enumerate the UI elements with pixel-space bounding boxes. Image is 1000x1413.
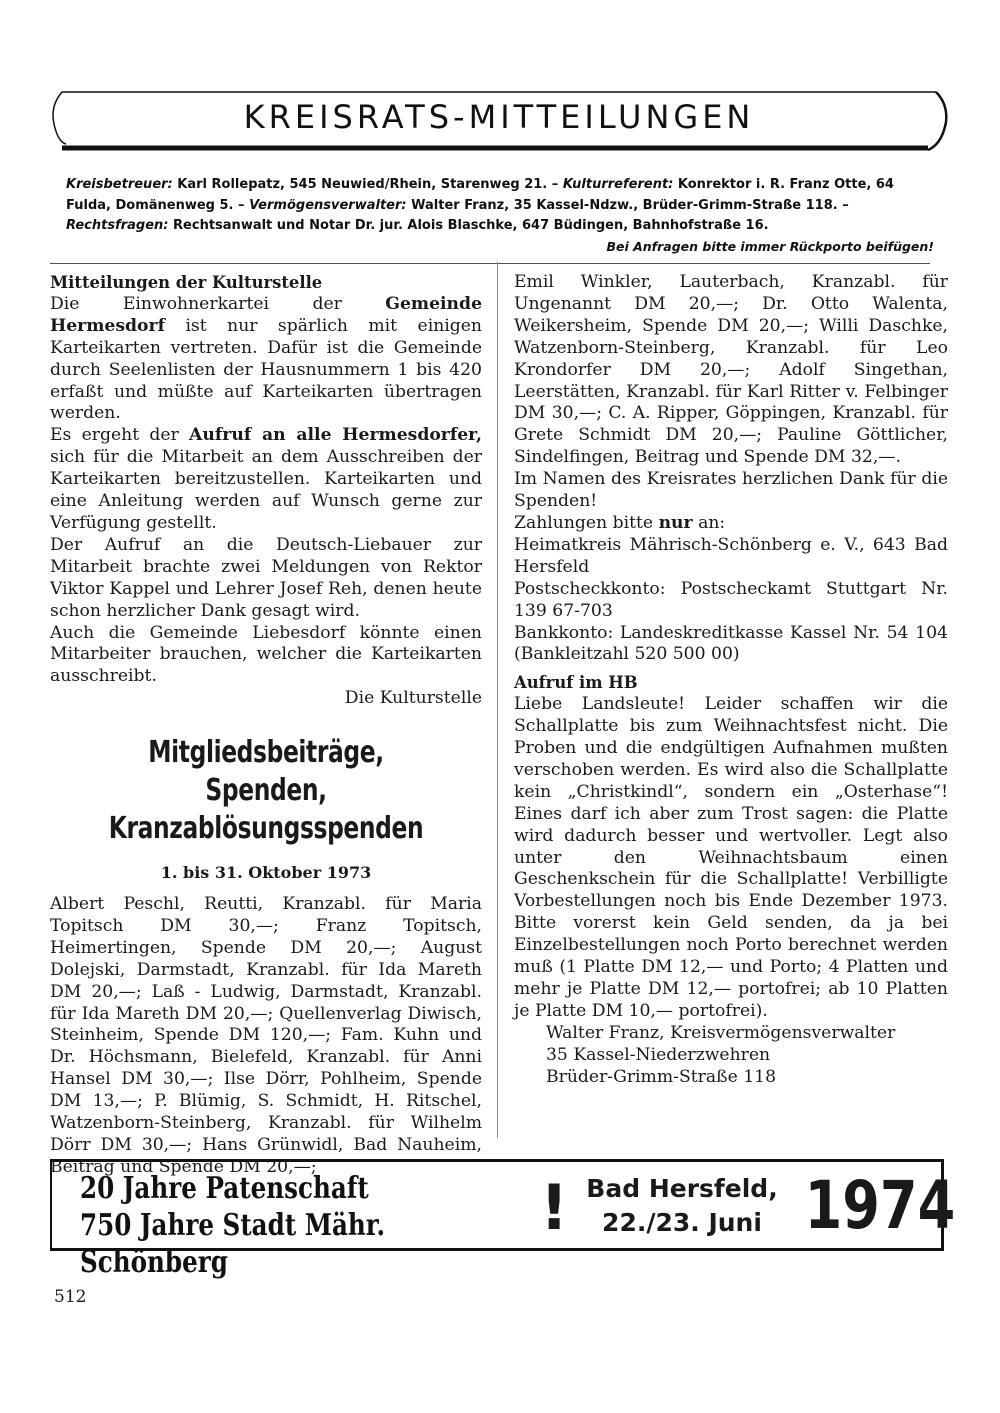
paragraph-aufruf [50, 425, 482, 535]
kulturstelle-heading: Mitteilungen der Kulturstelle [50, 273, 323, 292]
column-divider [497, 262, 498, 1138]
label-kultur: Kulturreferent: [562, 177, 674, 192]
rueckporto-note: Bei Anfragen bitte immer Rückporto beifügen! [606, 238, 934, 254]
p2-b: Aufruf an alle Hermesdorfer, [189, 425, 482, 446]
label-verm: Vermögensverwalter: [249, 197, 407, 213]
kultur-text: Konrektor i. R. Franz Otte, 64 Fulda, Domänenweg 5. – [66, 177, 894, 213]
paragraph-deutsch-liebau: Der Aufruf an die Deutsch-Liebauer zur Mitarbeit brachte zwei Meldungen von Rektor Viktor Kappel und Lehrer Josef Reh, denen heute schon herzlicher Dank gesagt wird. [50, 534, 482, 621]
kulturstelle-signature: Die Kulturstelle [344, 688, 482, 709]
rule-left [50, 263, 930, 264]
header-banner [48, 88, 950, 154]
banner-place: Bad Hersfeld, [586, 1174, 778, 1203]
bank-account: Bankkonto: Landeskreditkasse Kassel Nr. 54 104 (Bankleitzahl 520 500 00) [514, 622, 948, 665]
paragraph-hermesdorf [50, 294, 482, 425]
payment-address: Heimatkreis Mährisch-Schönberg e. V., 643 Bad Hersfeld [514, 534, 948, 577]
banner-place-date [582, 1172, 782, 1240]
p2-c: sich für die Mitarbeit an dem Ausschreiben der Karteikarten bereitzustellen. Karteikarten und eine Anleitung werden auf Wunsch gerne zur Verfügung gestellt. [50, 447, 482, 533]
p2-a: Es ergeht der [50, 425, 179, 446]
signature-city: 35 Kassel-Niederzwehren [546, 1044, 771, 1065]
label-betreuer: Kreisbetreuer: [66, 177, 173, 192]
thanks-text: Im Namen des Kreisrates herzlichen Dank für die Spenden! [514, 469, 948, 512]
banner-exclamation: ! [540, 1171, 569, 1244]
hb-text: Liebe Landsleute! Leider schaffen wir die Schallplatte bis zum Weihnachtsfest nicht. Die Proben und die endgültigen Aufnahmen mußten verschoben werden. Es wird also die Schallplatte kein „Christkindl“, sondern ein „Osterhase“! Eines darf ich aber zum Trost sagen: die Platte wird dadurch besser und wertvoller. Legt also unter den Weihnachtsbaum einen Geschenkschein für die Schallplatte! Verbilligte Vorbestellungen noch bis Ende Dezember 1973. Bitte vorerst kein Geld senden, da ja bei Einzelbestellungen noch Porto berechnet werden muß (1 Platte DM 12,— und Porto; 4 Platten und mehr je Platte DM 12,— portofrei; ab 10 Platten je Platte DM 10,— portofrei). [514, 694, 948, 1021]
signature-street: Brüder-Grimm-Straße 118 [546, 1066, 777, 1087]
contact-info [66, 175, 934, 257]
anniversary-banner [50, 1159, 956, 1280]
banner-dates: 22./23. Juni [602, 1208, 762, 1237]
donations-list-continued: Emil Winkler, Lauterbach, Kranzabl. für Ungenannt DM 20,—; Dr. Otto Walenta, Weikersheim, Spende DM 20,—; Willi Daschke, Watzenborn-Steinberg, Kranzabl. für Leo Krondorfer DM 20,—; Adolf Singethan, Leerstätten, Kranzabl. für Karl Ritter v. Felbinger DM 30,—; C. A. Ripper, Göppingen, Kranzabl. für Grete Schmidt DM 20,—; Pauline Göttlicher, Sindelfingen, Beitrag und Spende DM 32,—. [514, 272, 948, 468]
banner-line2: 750 Jahre Stadt Mähr. Schönberg [80, 1208, 386, 1280]
recht-text: Rechtsanwalt und Notar Dr. jur. Alois Blaschke, 647 Büdingen, Bahnhofstraße 16. [173, 218, 769, 233]
betreuer-text: Karl Rollepatz, 545 Neuwied/Rhein, Starenweg 21. – [177, 177, 559, 192]
label-recht: Rechtsfragen: [66, 218, 169, 233]
verm-text: Walter Franz, 35 Kassel-Ndzw., Brüder-Grimm-Straße 118. – [411, 197, 849, 213]
p1-b: Gemeinde Hermesdorf [50, 293, 483, 336]
donations-title [98, 734, 435, 848]
banner-line1: 20 Jahre Patenschaft [80, 1171, 369, 1206]
payment-instruction [514, 513, 948, 535]
right-column [514, 272, 948, 1089]
donations-list: Albert Peschl, Reutti, Kranzabl. für Maria Topitsch DM 30,—; Franz Topitsch, Heimertingen, Spende DM 20,—; August Dolejski, Darmstadt, Kranzabl. für Ida Mareth DM 20,—; Laß - Ludwig, Darmstadt, Kranzabl. für Ida Mareth DM 20,—; Quellenverlag Diwisch, Steinheim, Spende DM 120,—; Fam. Kuhn und Dr. Höchsmann, Bielefeld, Kranzabl. für Anni Hansel DM 30,—; Ilse Dörr, Pohlheim, Spende DM 13,—; P. Blümig, S. Schmidt, H. Ritschel, Watzenborn-Steinberg, Kranzabl. für Wilhelm Dörr DM 30,—; Hans Grünwidl, Bad Nauheim, Beitrag und Spende DM 20,—; [50, 894, 482, 1177]
postscheck-account: Postscheckkonto: Postscheckamt Stuttgart Nr. 139 67-703 [514, 578, 948, 621]
header-title: KREISRATS-MITTEILUNGEN [243, 98, 755, 136]
donations-title-line1: Mitgliedsbeiträge, Spenden, [148, 735, 384, 809]
pay-a: Zahlungen bitte [514, 512, 654, 533]
p1-a: Die Einwohnerkartei der [50, 293, 342, 314]
page-number: 512 [54, 1287, 87, 1307]
p1-c: ist nur spärlich mit einigen Karteikarten vertreten. Dafür ist die Gemeinde durch Seelenlisten der Hausnummern 1 bis 420 erfaßt und müßte auf Karteikarten übertragen werden. [50, 315, 483, 424]
signature-name: Walter Franz, Kreisvermögensverwalter [546, 1022, 896, 1043]
pay-b: nur [658, 512, 693, 533]
pay-c: an: [698, 512, 726, 533]
donations-date-range: 1. bis 31. Oktober 1973 [160, 863, 372, 883]
banner-left-text [80, 1170, 465, 1281]
left-column [50, 272, 482, 1179]
paragraph-liebesdorf: Auch die Gemeinde Liebesdorf könnte einen Mitarbeiter brauchen, welcher die Karteikarten ausschreibt. [50, 622, 482, 687]
banner-year: 1974 [804, 1167, 956, 1244]
donations-title-line2: Kranzablösungsspenden [108, 811, 424, 847]
hb-heading: Aufruf im HB [514, 673, 638, 693]
